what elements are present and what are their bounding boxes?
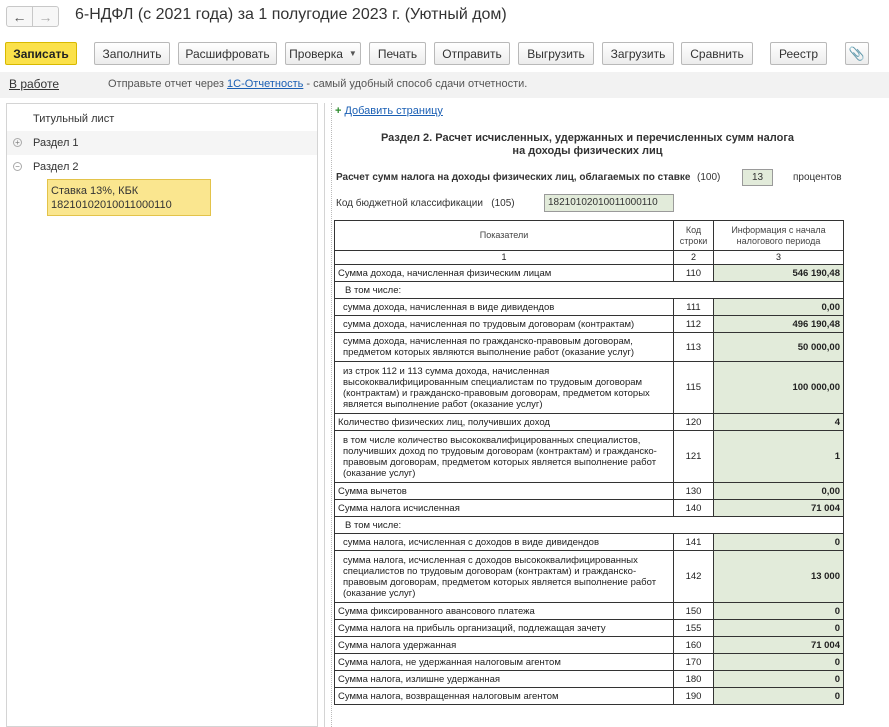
header-indicators: Показатели bbox=[335, 221, 674, 251]
section-title bbox=[365, 132, 810, 158]
row-value-field[interactable]: 13 000 bbox=[714, 551, 844, 603]
table-row bbox=[335, 333, 844, 362]
row-label: Сумма вычетов bbox=[335, 483, 674, 500]
divider bbox=[331, 103, 332, 727]
row-code: 150 bbox=[674, 603, 714, 620]
rate-field[interactable]: 13 bbox=[742, 169, 773, 186]
row-label: сумма налога, исчисленная с доходов высококвалифицированных специалистов по трудовым договорам (контрактам) и гражданско-правовым договорам, предметом которых является выполнение работ (оказание услуг) bbox=[335, 551, 674, 603]
sections-tree bbox=[6, 103, 318, 727]
tree-item-label: Раздел 1 bbox=[33, 137, 79, 149]
add-page-label: Добавить страницу bbox=[344, 105, 443, 117]
table-row bbox=[335, 688, 844, 705]
tree-item-rate-13-kbk[interactable] bbox=[47, 179, 211, 216]
row-value-field[interactable]: 100 000,00 bbox=[714, 362, 844, 414]
back-button[interactable] bbox=[6, 6, 33, 27]
export-button[interactable]: Выгрузить bbox=[518, 42, 594, 65]
title-bar bbox=[0, 0, 889, 34]
header-line-code: Код строки bbox=[674, 221, 714, 251]
row-value-field[interactable]: 0 bbox=[714, 620, 844, 637]
row-code: 130 bbox=[674, 483, 714, 500]
table-row bbox=[335, 265, 844, 282]
row-value-field[interactable]: 71 004 bbox=[714, 500, 844, 517]
row-value-field[interactable]: 4 bbox=[714, 414, 844, 431]
print-button[interactable]: Печать bbox=[369, 42, 426, 65]
compare-button[interactable]: Сравнить bbox=[681, 42, 753, 65]
column-numbers-row bbox=[335, 251, 844, 265]
indicators-table bbox=[334, 220, 844, 705]
forward-button[interactable] bbox=[32, 6, 59, 27]
kbk-field[interactable]: 18210102010011000110 bbox=[544, 194, 674, 212]
tree-item-label: Ставка 13%, КБК bbox=[51, 185, 139, 197]
row-group-label: В том числе: bbox=[335, 517, 844, 534]
row-code: 160 bbox=[674, 637, 714, 654]
row-label: Сумма дохода, начисленная физическим лицам bbox=[335, 265, 674, 282]
row-code: 112 bbox=[674, 316, 714, 333]
table-row bbox=[335, 483, 844, 500]
caret-down-icon: ▼ bbox=[348, 49, 357, 58]
table-row bbox=[335, 362, 844, 414]
decode-button[interactable]: Расшифровать bbox=[178, 42, 277, 65]
row-label: Сумма налога на прибыль организаций, подлежащая зачету bbox=[335, 620, 674, 637]
table-row bbox=[335, 551, 844, 603]
attach-button[interactable] bbox=[845, 42, 869, 65]
info-text-after: - самый удобный способ сдачи отчетности. bbox=[303, 78, 528, 90]
check-dropdown-button[interactable] bbox=[285, 42, 361, 65]
plus-icon: + bbox=[335, 105, 342, 117]
table-row bbox=[335, 534, 844, 551]
row-value-field[interactable]: 0,00 bbox=[714, 483, 844, 500]
import-button[interactable]: Загрузить bbox=[602, 42, 674, 65]
row-value-field[interactable]: 0 bbox=[714, 671, 844, 688]
row-label: сумма дохода, начисленная в виде дивидендов bbox=[335, 299, 674, 316]
table-row bbox=[335, 299, 844, 316]
info-message bbox=[108, 78, 527, 90]
tree-item-label: Титульный лист bbox=[33, 113, 115, 125]
row-label: из строк 112 и 113 сумма дохода, начисленная высококвалифицированным специалистам по трудовым договорам (контрактам) и гражданско-правовым договорам, предметом которых является выполнение работ (оказание услуг) bbox=[335, 362, 674, 414]
row-code: 140 bbox=[674, 500, 714, 517]
kbk-label-text: Код бюджетной классификации bbox=[336, 198, 483, 209]
rate-label: Расчет сумм налога на доходы физических лиц, облагаемых по ставке bbox=[336, 172, 691, 183]
fill-button[interactable]: Заполнить bbox=[94, 42, 170, 65]
registry-button[interactable]: Реестр bbox=[770, 42, 827, 65]
add-page-link[interactable] bbox=[335, 105, 443, 117]
column-number: 2 bbox=[674, 251, 714, 265]
rate-unit: процентов bbox=[793, 172, 842, 183]
column-number: 3 bbox=[714, 251, 844, 265]
table-row bbox=[335, 282, 844, 299]
row-code: 121 bbox=[674, 431, 714, 483]
row-label: Сумма фиксированного авансового платежа bbox=[335, 603, 674, 620]
table-row bbox=[335, 603, 844, 620]
row-label: Сумма налога исчисленная bbox=[335, 500, 674, 517]
row-value-field[interactable]: 546 190,48 bbox=[714, 265, 844, 282]
table-row bbox=[335, 316, 844, 333]
table-row bbox=[335, 517, 844, 534]
header-info: Информация с начала налогового периода bbox=[714, 221, 844, 251]
row-label: Количество физических лиц, получивших доход bbox=[335, 414, 674, 431]
table-row bbox=[335, 637, 844, 654]
row-value-field[interactable]: 0 bbox=[714, 688, 844, 705]
arrow-right-icon: → bbox=[38, 8, 53, 25]
row-value-field[interactable]: 0 bbox=[714, 603, 844, 620]
save-button[interactable]: Записать bbox=[5, 42, 77, 65]
row-code: 115 bbox=[674, 362, 714, 414]
expand-icon[interactable]: + bbox=[13, 138, 22, 147]
row-code: 170 bbox=[674, 654, 714, 671]
row-code: 113 bbox=[674, 333, 714, 362]
row-code: 180 bbox=[674, 671, 714, 688]
row-code: 111 bbox=[674, 299, 714, 316]
tree-item-section1[interactable] bbox=[7, 131, 317, 155]
row-label: сумма дохода, начисленная по гражданско-правовым договорам, предметом которых являются выполнение работ (оказание услуг) bbox=[335, 333, 674, 362]
row-code: 141 bbox=[674, 534, 714, 551]
tree-item-title-page[interactable] bbox=[7, 107, 317, 131]
kbk-code: (105) bbox=[491, 198, 515, 209]
reporting-service-link[interactable]: 1С-Отчетность bbox=[227, 78, 304, 90]
table-header-row bbox=[335, 221, 844, 251]
section-title-line2: на доходы физических лиц bbox=[512, 145, 663, 157]
table-row bbox=[335, 431, 844, 483]
row-label: Сумма налога удержанная bbox=[335, 637, 674, 654]
window-title: 6-НДФЛ (с 2021 года) за 1 полугодие 2023 г. (Уютный дом) bbox=[75, 6, 507, 23]
row-group-label: В том числе: bbox=[335, 282, 844, 299]
row-code: 190 bbox=[674, 688, 714, 705]
row-code: 155 bbox=[674, 620, 714, 637]
row-value-field[interactable]: 0 bbox=[714, 654, 844, 671]
table-row bbox=[335, 414, 844, 431]
tree-item-kbk: 18210102010011000110 bbox=[51, 199, 172, 211]
section-title-line1: Раздел 2. Расчет исчисленных, удержанных и перечисленных сумм налога bbox=[380, 132, 795, 144]
rate-code: (100) bbox=[697, 172, 721, 183]
row-value-field[interactable]: 50 000,00 bbox=[714, 333, 844, 362]
status-link[interactable]: В работе bbox=[9, 77, 60, 91]
table-row bbox=[335, 671, 844, 688]
column-number: 1 bbox=[335, 251, 674, 265]
table-row bbox=[335, 500, 844, 517]
kbk-label bbox=[336, 198, 515, 209]
row-code: 120 bbox=[674, 414, 714, 431]
collapse-icon[interactable]: − bbox=[13, 162, 22, 171]
arrow-left-icon: ← bbox=[12, 8, 27, 25]
toolbar bbox=[0, 42, 889, 66]
row-label: Сумма налога, излишне удержанная bbox=[335, 671, 674, 688]
row-label: сумма налога, исчисленная с доходов в виде дивидендов bbox=[335, 534, 674, 551]
info-bar bbox=[0, 72, 889, 98]
report-form bbox=[324, 103, 889, 727]
send-button[interactable]: Отправить bbox=[434, 42, 510, 65]
row-code: 142 bbox=[674, 551, 714, 603]
row-code: 110 bbox=[674, 265, 714, 282]
row-label: Сумма налога, не удержанная налоговым агентом bbox=[335, 654, 674, 671]
info-text-before: Отправьте отчет через bbox=[108, 78, 228, 90]
row-label: Сумма налога, возвращенная налоговым агентом bbox=[335, 688, 674, 705]
row-value-field[interactable]: 0 bbox=[714, 534, 844, 551]
paperclip-icon: 📎 bbox=[848, 45, 866, 61]
tree-item-section2[interactable] bbox=[7, 155, 317, 179]
tree-item-label: Раздел 2 bbox=[33, 161, 79, 173]
row-label: сумма дохода, начисленная по трудовым договорам (контрактам) bbox=[335, 316, 674, 333]
table-row bbox=[335, 654, 844, 671]
row-value-field[interactable]: 496 190,48 bbox=[714, 316, 844, 333]
row-value-field[interactable]: 0,00 bbox=[714, 299, 844, 316]
row-value-field[interactable]: 71 004 bbox=[714, 637, 844, 654]
table-row bbox=[335, 620, 844, 637]
row-label: в том числе количество высококвалифицированных специалистов, получивших доход по трудовым договорам (контрактам) и гражданско-правовым договорам, предметом которых является выполнение работ (оказание услуг) bbox=[335, 431, 674, 483]
check-button-label: Проверка bbox=[289, 46, 343, 61]
row-value-field[interactable]: 1 bbox=[714, 431, 844, 483]
